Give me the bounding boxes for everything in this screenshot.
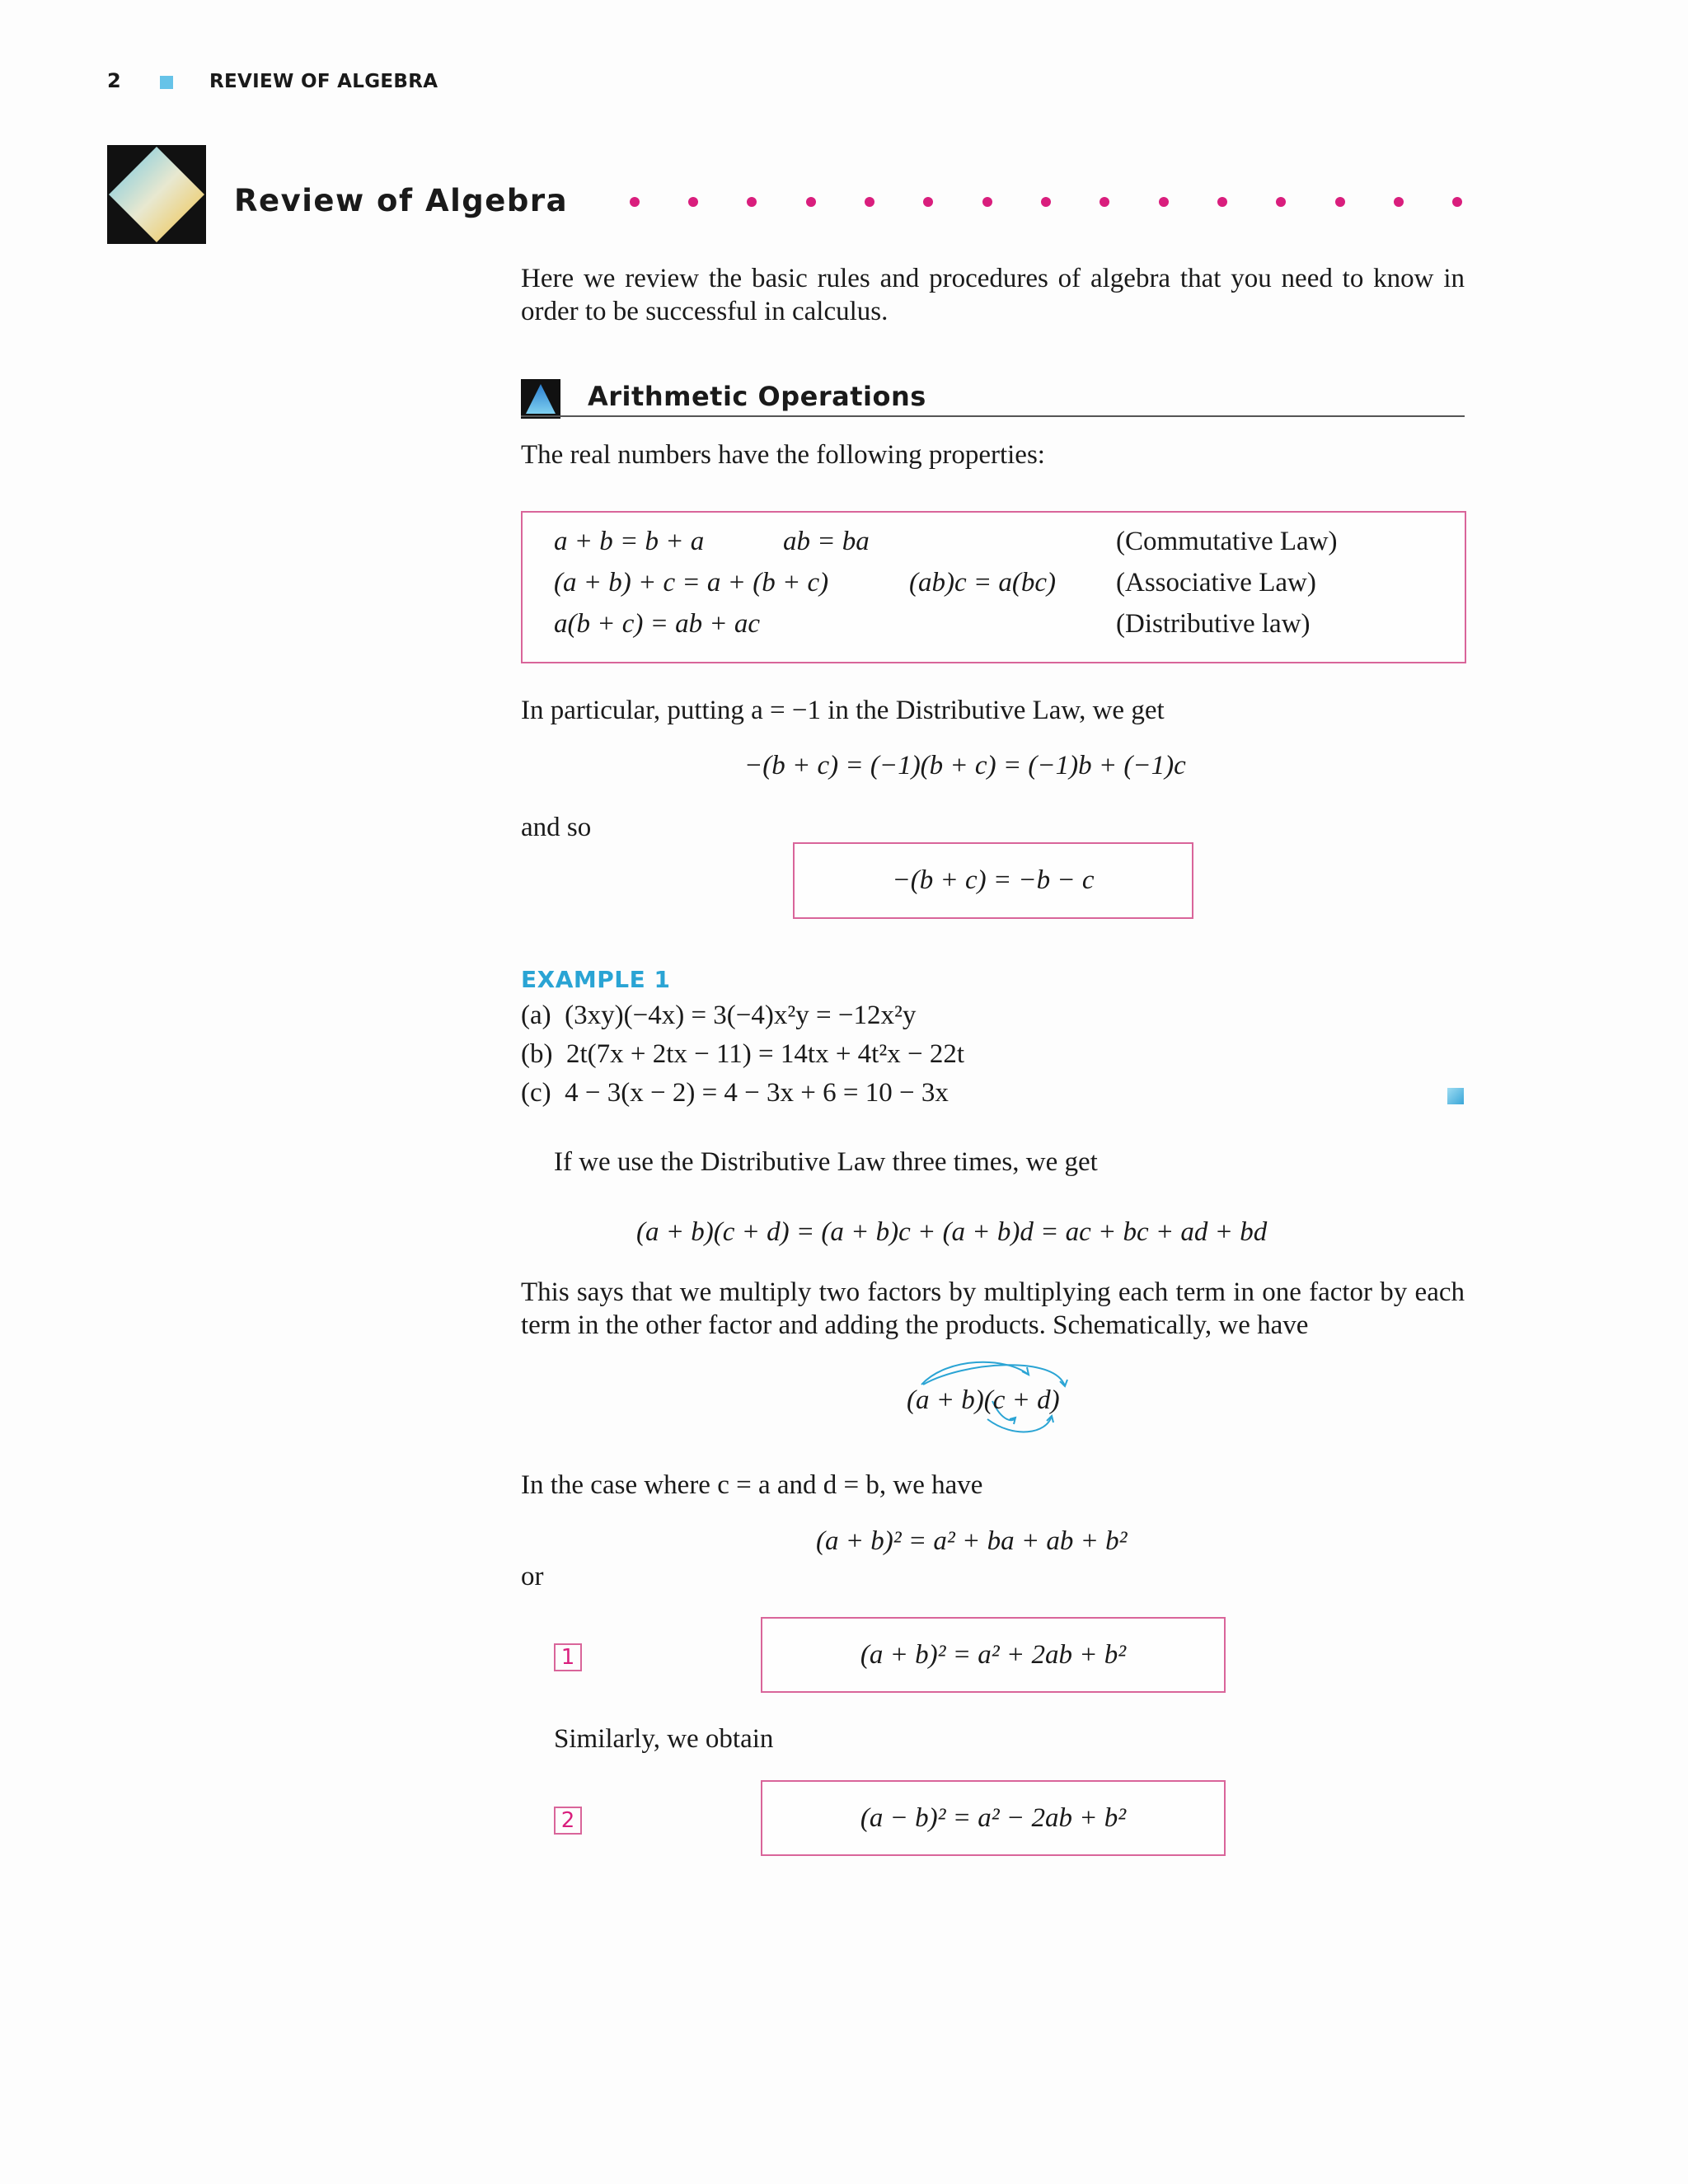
commutative-add: a + b = b + a — [554, 527, 705, 556]
example-part-b: (b) 2t(7x + 2tx − 11) = 14tx + 4t²x − 22t — [521, 1039, 965, 1069]
three-times-text: If we use the Distributive Law three times, we get — [554, 1147, 1098, 1177]
intro-line-2: order to be successful in calculus. — [521, 297, 889, 326]
square-raw-equation: (a + b)² = a² + ba + ab + b² — [816, 1526, 1128, 1556]
neg-one-equation: −(b + c) = (−1)(b + c) = (−1)b + (−1)c — [744, 751, 1186, 780]
dot — [1159, 197, 1169, 207]
dot — [865, 197, 874, 207]
or-text: or — [521, 1562, 544, 1591]
dot — [982, 197, 992, 207]
says-line-1: This says that we multiply two factors by multiplying each term in one factor by each — [521, 1277, 1465, 1307]
particular-text: In particular, putting a = −1 in the Distributive Law, we get — [521, 696, 1165, 725]
running-head: REVIEW OF ALGEBRA — [209, 71, 438, 92]
page-title: Review of Algebra — [234, 183, 569, 218]
similarly-text: Similarly, we obtain — [554, 1724, 774, 1754]
distributive-label: (Distributive law) — [1116, 609, 1311, 639]
example-part-c: (c) 4 − 3(x − 2) = 4 − 3x + 6 = 10 − 3x — [521, 1078, 949, 1108]
equation-number-1: 1 — [554, 1643, 582, 1671]
equation-1: (a + b)² = a² + 2ab + b² — [860, 1640, 1127, 1670]
example-label: EXAMPLE 1 — [521, 966, 671, 993]
dot — [806, 197, 816, 207]
case-text: In the case where c = a and d = b, we have — [521, 1470, 983, 1500]
end-of-example-icon — [1447, 1088, 1464, 1104]
intro-line-1: Here we review the basic rules and procedures of algebra that you need to know in — [521, 264, 1465, 293]
dot — [688, 197, 698, 207]
dot — [1100, 197, 1109, 207]
associative-add: (a + b) + c = a + (b + c) — [554, 568, 829, 598]
example-part-a: (a) (3xy)(−4x) = 3(−4)x²y = −12x²y — [521, 1001, 917, 1030]
dot — [747, 197, 757, 207]
dot — [1217, 197, 1227, 207]
associative-mult: (ab)c = a(bc) — [909, 568, 1057, 598]
diamond-logo-icon — [107, 145, 206, 244]
equation-2: (a − b)² = a² − 2ab + b² — [860, 1803, 1127, 1833]
negation-equation: −(b + c) = −b − c — [892, 865, 1095, 895]
dot — [1394, 197, 1404, 207]
page-number: 2 — [107, 69, 121, 92]
equation-number-2: 2 — [554, 1807, 582, 1835]
commutative-mult: ab = ba — [783, 527, 870, 556]
schematic-product: (a + b)(c + d) — [907, 1385, 1060, 1415]
says-line-2: term in the other factor and adding the products. Schematically, we have — [521, 1310, 1309, 1340]
properties-intro: The real numbers have the following properties: — [521, 440, 1045, 470]
dot — [1041, 197, 1051, 207]
dot — [1335, 197, 1345, 207]
section-rule — [521, 415, 1465, 417]
and-so-text: and so — [521, 813, 592, 842]
expansion-equation: (a + b)(c + d) = (a + b)c + (a + b)d = ac + bc + ad + bd — [636, 1217, 1268, 1247]
dot — [630, 197, 640, 207]
dot — [923, 197, 933, 207]
triangle-icon — [521, 379, 560, 419]
distributive-eq: a(b + c) = ab + ac — [554, 609, 761, 639]
dot — [1276, 197, 1286, 207]
header-square-icon — [160, 76, 173, 89]
dot — [1452, 197, 1462, 207]
commutative-label: (Commutative Law) — [1116, 527, 1338, 556]
section-title: Arithmetic Operations — [588, 381, 926, 412]
associative-label: (Associative Law) — [1116, 568, 1316, 598]
